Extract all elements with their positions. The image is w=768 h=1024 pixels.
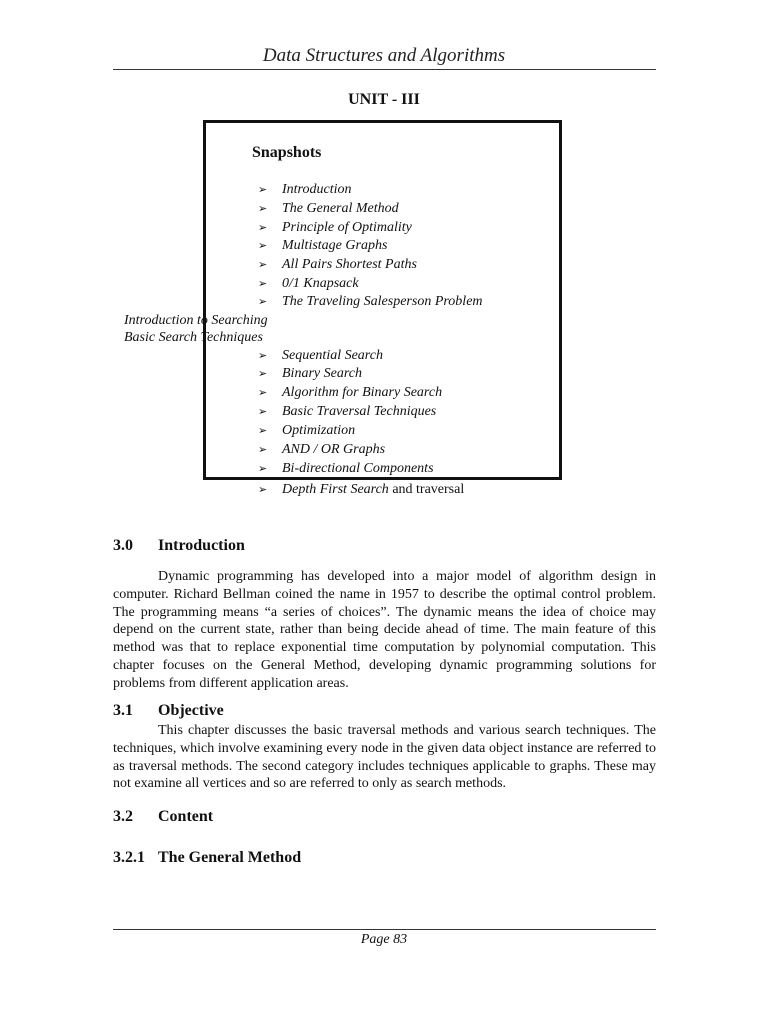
list-item: ➢ Algorithm for Binary Search xyxy=(258,385,443,400)
section-heading: 3.0 Introduction xyxy=(113,537,245,554)
section-heading: 3.1 Objective xyxy=(113,702,224,719)
footer-rule xyxy=(113,929,656,930)
list-item: ➢ Multistage Graphs xyxy=(258,238,388,253)
header-rule xyxy=(113,69,656,70)
list-item: ➢ The Traveling Salesperson Problem xyxy=(258,294,483,309)
arrow-bullet-icon: ➢ xyxy=(258,184,268,196)
arrow-bullet-icon: ➢ xyxy=(258,463,268,475)
list-item: ➢ Optimization xyxy=(258,423,356,438)
arrow-bullet-icon: ➢ xyxy=(258,350,268,362)
arrow-bullet-icon: ➢ xyxy=(258,222,268,234)
arrow-bullet-icon: ➢ xyxy=(258,425,268,437)
list-item: ➢ Introduction xyxy=(258,182,352,197)
list-item: ➢ Bi-directional Components xyxy=(258,461,434,476)
running-header: Data Structures and Algorithms xyxy=(262,45,506,66)
arrow-bullet-icon: ➢ xyxy=(258,259,268,271)
arrow-bullet-icon: ➢ xyxy=(258,203,268,215)
arrow-bullet-icon: ➢ xyxy=(258,406,268,418)
list-item: ➢ Binary Search xyxy=(258,366,362,381)
arrow-bullet-icon: ➢ xyxy=(258,296,268,308)
arrow-bullet-icon: ➢ xyxy=(258,444,268,456)
unit-title: UNIT - III xyxy=(348,91,420,108)
arrow-bullet-icon: ➢ xyxy=(258,368,268,380)
arrow-bullet-icon: ➢ xyxy=(258,484,268,496)
list-item: ➢ All Pairs Shortest Paths xyxy=(258,257,417,272)
list-item: ➢ AND / OR Graphs xyxy=(258,442,386,457)
list-item: ➢ The General Method xyxy=(258,201,399,216)
arrow-bullet-icon: ➢ xyxy=(258,278,268,290)
arrow-bullet-icon: ➢ xyxy=(258,387,268,399)
side-item: Introduction to Searching xyxy=(124,313,268,328)
list-item: ➢ Depth First Search and traversal xyxy=(258,482,465,497)
page-number: Page 83 xyxy=(360,932,408,947)
paragraph: This chapter discusses the basic traversal methods and various search techniques. The techniques, which involve examining every node in the given data object instance are referred to as traversal methods. The second category includes techniques applicable to graphs. These may not examine all vertices and so are referred to only as search methods. xyxy=(113,723,656,792)
list-item: ➢ Sequential Search xyxy=(258,348,383,363)
list-item: ➢ 0/1 Knapsack xyxy=(258,276,359,291)
snapshots-title: Snapshots xyxy=(252,144,322,161)
paragraph: Dynamic programming has developed into a major model of algorithm design in computer. Richard Bellman coined the name in 1957 to describe the optimal control problem. The programming means “a series of choices”. The dynamic means the idea of choice may depend on the current state, rather than being decide ahead of time. The main feature of this method was that to replace exponential time computation by polynomial computation. This chapter focuses on the General Method, developing dynamic programming solutions for problems from different application areas. xyxy=(113,569,656,691)
list-item: ➢ Principle of Optimality xyxy=(258,220,412,235)
side-item: Basic Search Techniques xyxy=(124,330,263,345)
section-heading: 3.2 Content xyxy=(113,808,214,825)
subsection-heading: 3.2.1 The General Method xyxy=(113,849,302,866)
arrow-bullet-icon: ➢ xyxy=(258,240,268,252)
list-item: ➢ Basic Traversal Techniques xyxy=(258,404,437,419)
